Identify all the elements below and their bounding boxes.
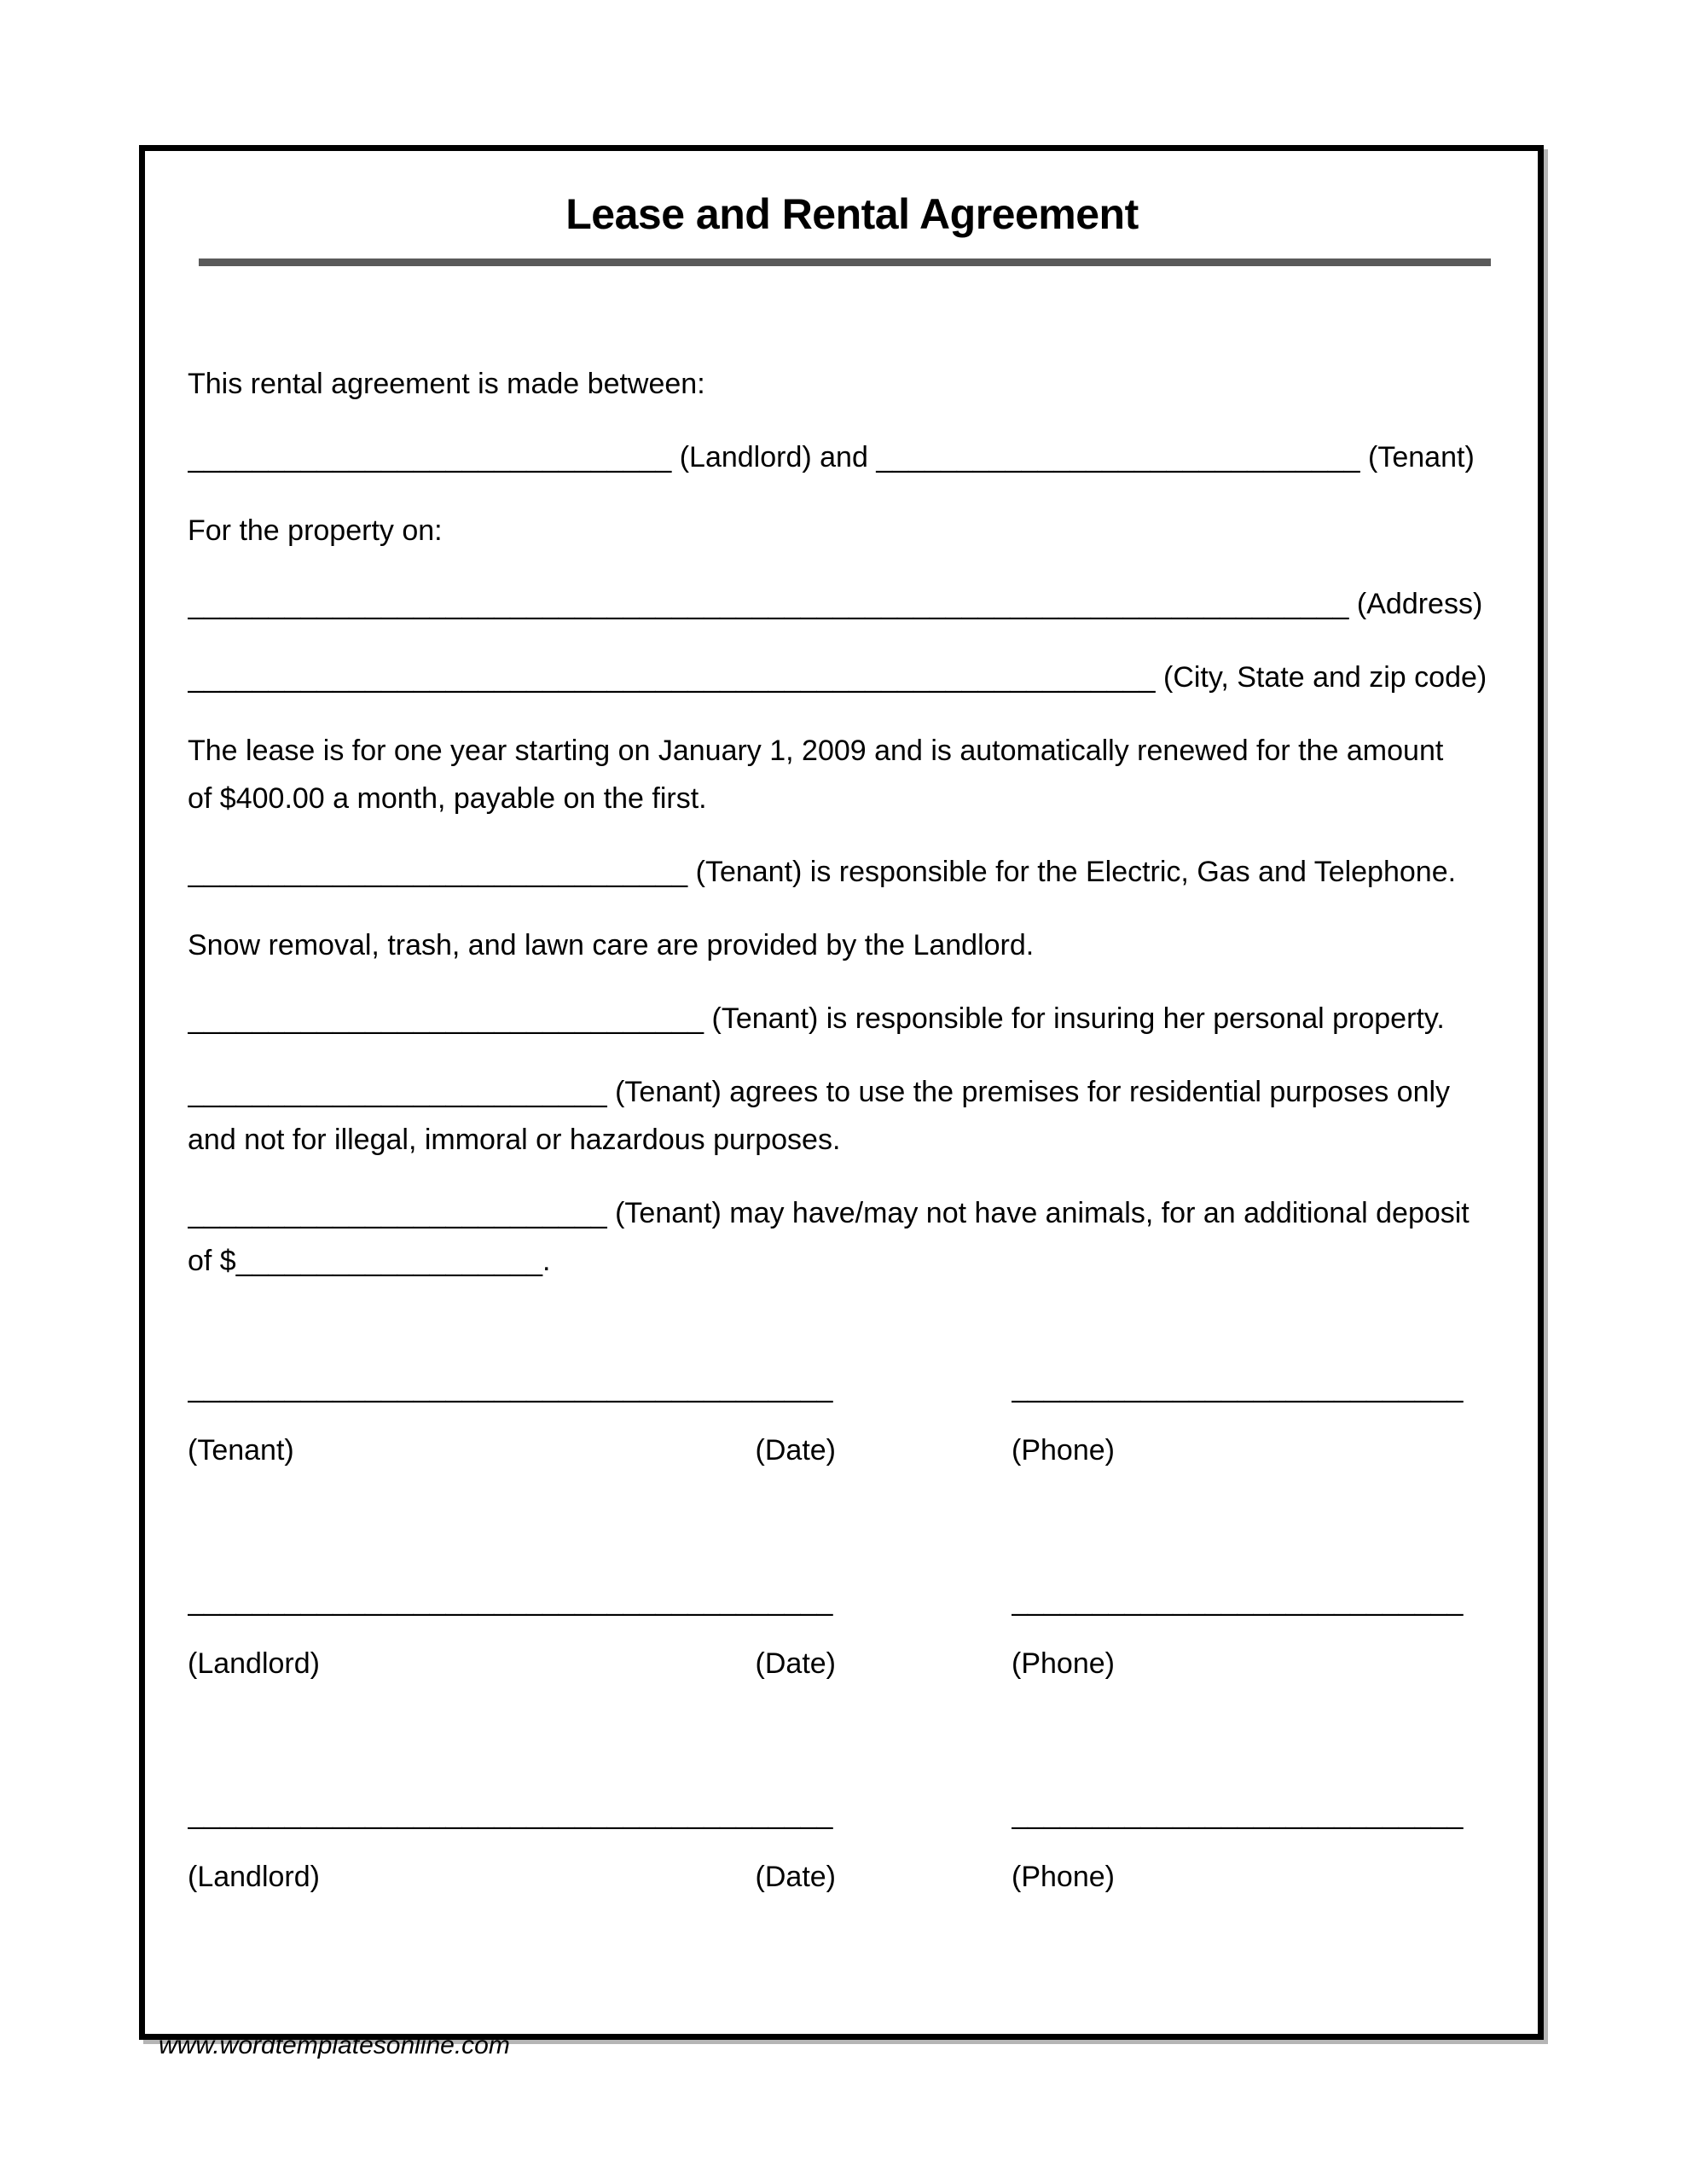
- city-state-zip-fill-line: ____________________________________________________________ (City, State and zip code): [188, 661, 1487, 694]
- date-label: (Date): [755, 1647, 836, 1680]
- animals-clause-line-1: __________________________ (Tenant) may have/may not have animals, for an additional deposit: [188, 1197, 1470, 1229]
- tenant-signature-line: ________________________________________: [188, 1371, 833, 1403]
- tenant-label: (Tenant): [188, 1434, 294, 1467]
- landlord-signature-line: ________________________________________: [188, 1584, 833, 1617]
- footer-url: www.wordtemplatesonline.com: [159, 2031, 510, 2059]
- landlord-label: (Landlord): [188, 1647, 320, 1680]
- lease-terms-line-1: The lease is for one year starting on January 1, 2009 and is automatically renewed for the amount: [188, 735, 1444, 767]
- premises-use-paragraph: [188, 1068, 1516, 1164]
- landlord-phone-line: ____________________________: [1012, 1798, 1464, 1830]
- intro-paragraph: This rental agreement is made between:: [188, 368, 705, 400]
- landlord-services-paragraph: Snow removal, trash, and lawn care are provided by the Landlord.: [188, 929, 1035, 961]
- animals-clause-line-2: of $___________________.: [188, 1245, 551, 1277]
- premises-use-line-1: __________________________ (Tenant) agrees to use the premises for residential purposes only: [188, 1076, 1451, 1108]
- signature-block-landlord-1: [188, 1577, 1516, 1687]
- signature-block-landlord-2: [188, 1790, 1516, 1901]
- parties-fill-line: ______________________________ (Landlord) and ______________________________ (Tenant): [188, 441, 1475, 473]
- landlord-signature-line: ________________________________________: [188, 1798, 833, 1830]
- property-intro: For the property on:: [188, 514, 443, 547]
- lease-terms-paragraph: [188, 727, 1516, 822]
- document-frame: [139, 145, 1544, 2059]
- document-content: [145, 189, 1538, 2071]
- phone-label: (Phone): [1012, 1434, 1115, 1467]
- phone-label: (Phone): [1012, 1647, 1115, 1680]
- utilities-fill-line: _______________________________ (Tenant) is responsible for the Electric, Gas and Telephone.: [188, 856, 1457, 888]
- signature-block-tenant: [188, 1363, 1516, 1474]
- page-title: Lease and Rental Agreement: [565, 190, 1139, 238]
- date-label: (Date): [755, 1861, 836, 1893]
- agreement-body: [188, 360, 1516, 1901]
- address-fill-line: ________________________________________________________________________ (Address): [188, 588, 1483, 620]
- phone-label: (Phone): [1012, 1861, 1115, 1893]
- premises-use-line-2: and not for illegal, immoral or hazardous purposes.: [188, 1124, 841, 1156]
- animals-clause-paragraph: [188, 1189, 1516, 1285]
- insurance-fill-line: ________________________________ (Tenant) is responsible for insuring her personal property.: [188, 1002, 1445, 1035]
- landlord-phone-line: ____________________________: [1012, 1584, 1464, 1617]
- tenant-phone-line: ____________________________: [1012, 1371, 1464, 1403]
- signature-section: [188, 1363, 1516, 1901]
- date-label: (Date): [755, 1434, 836, 1467]
- landlord-label: (Landlord): [188, 1861, 320, 1893]
- title-rule: [199, 258, 1491, 266]
- lease-terms-line-2: of $400.00 a month, payable on the first.: [188, 782, 707, 815]
